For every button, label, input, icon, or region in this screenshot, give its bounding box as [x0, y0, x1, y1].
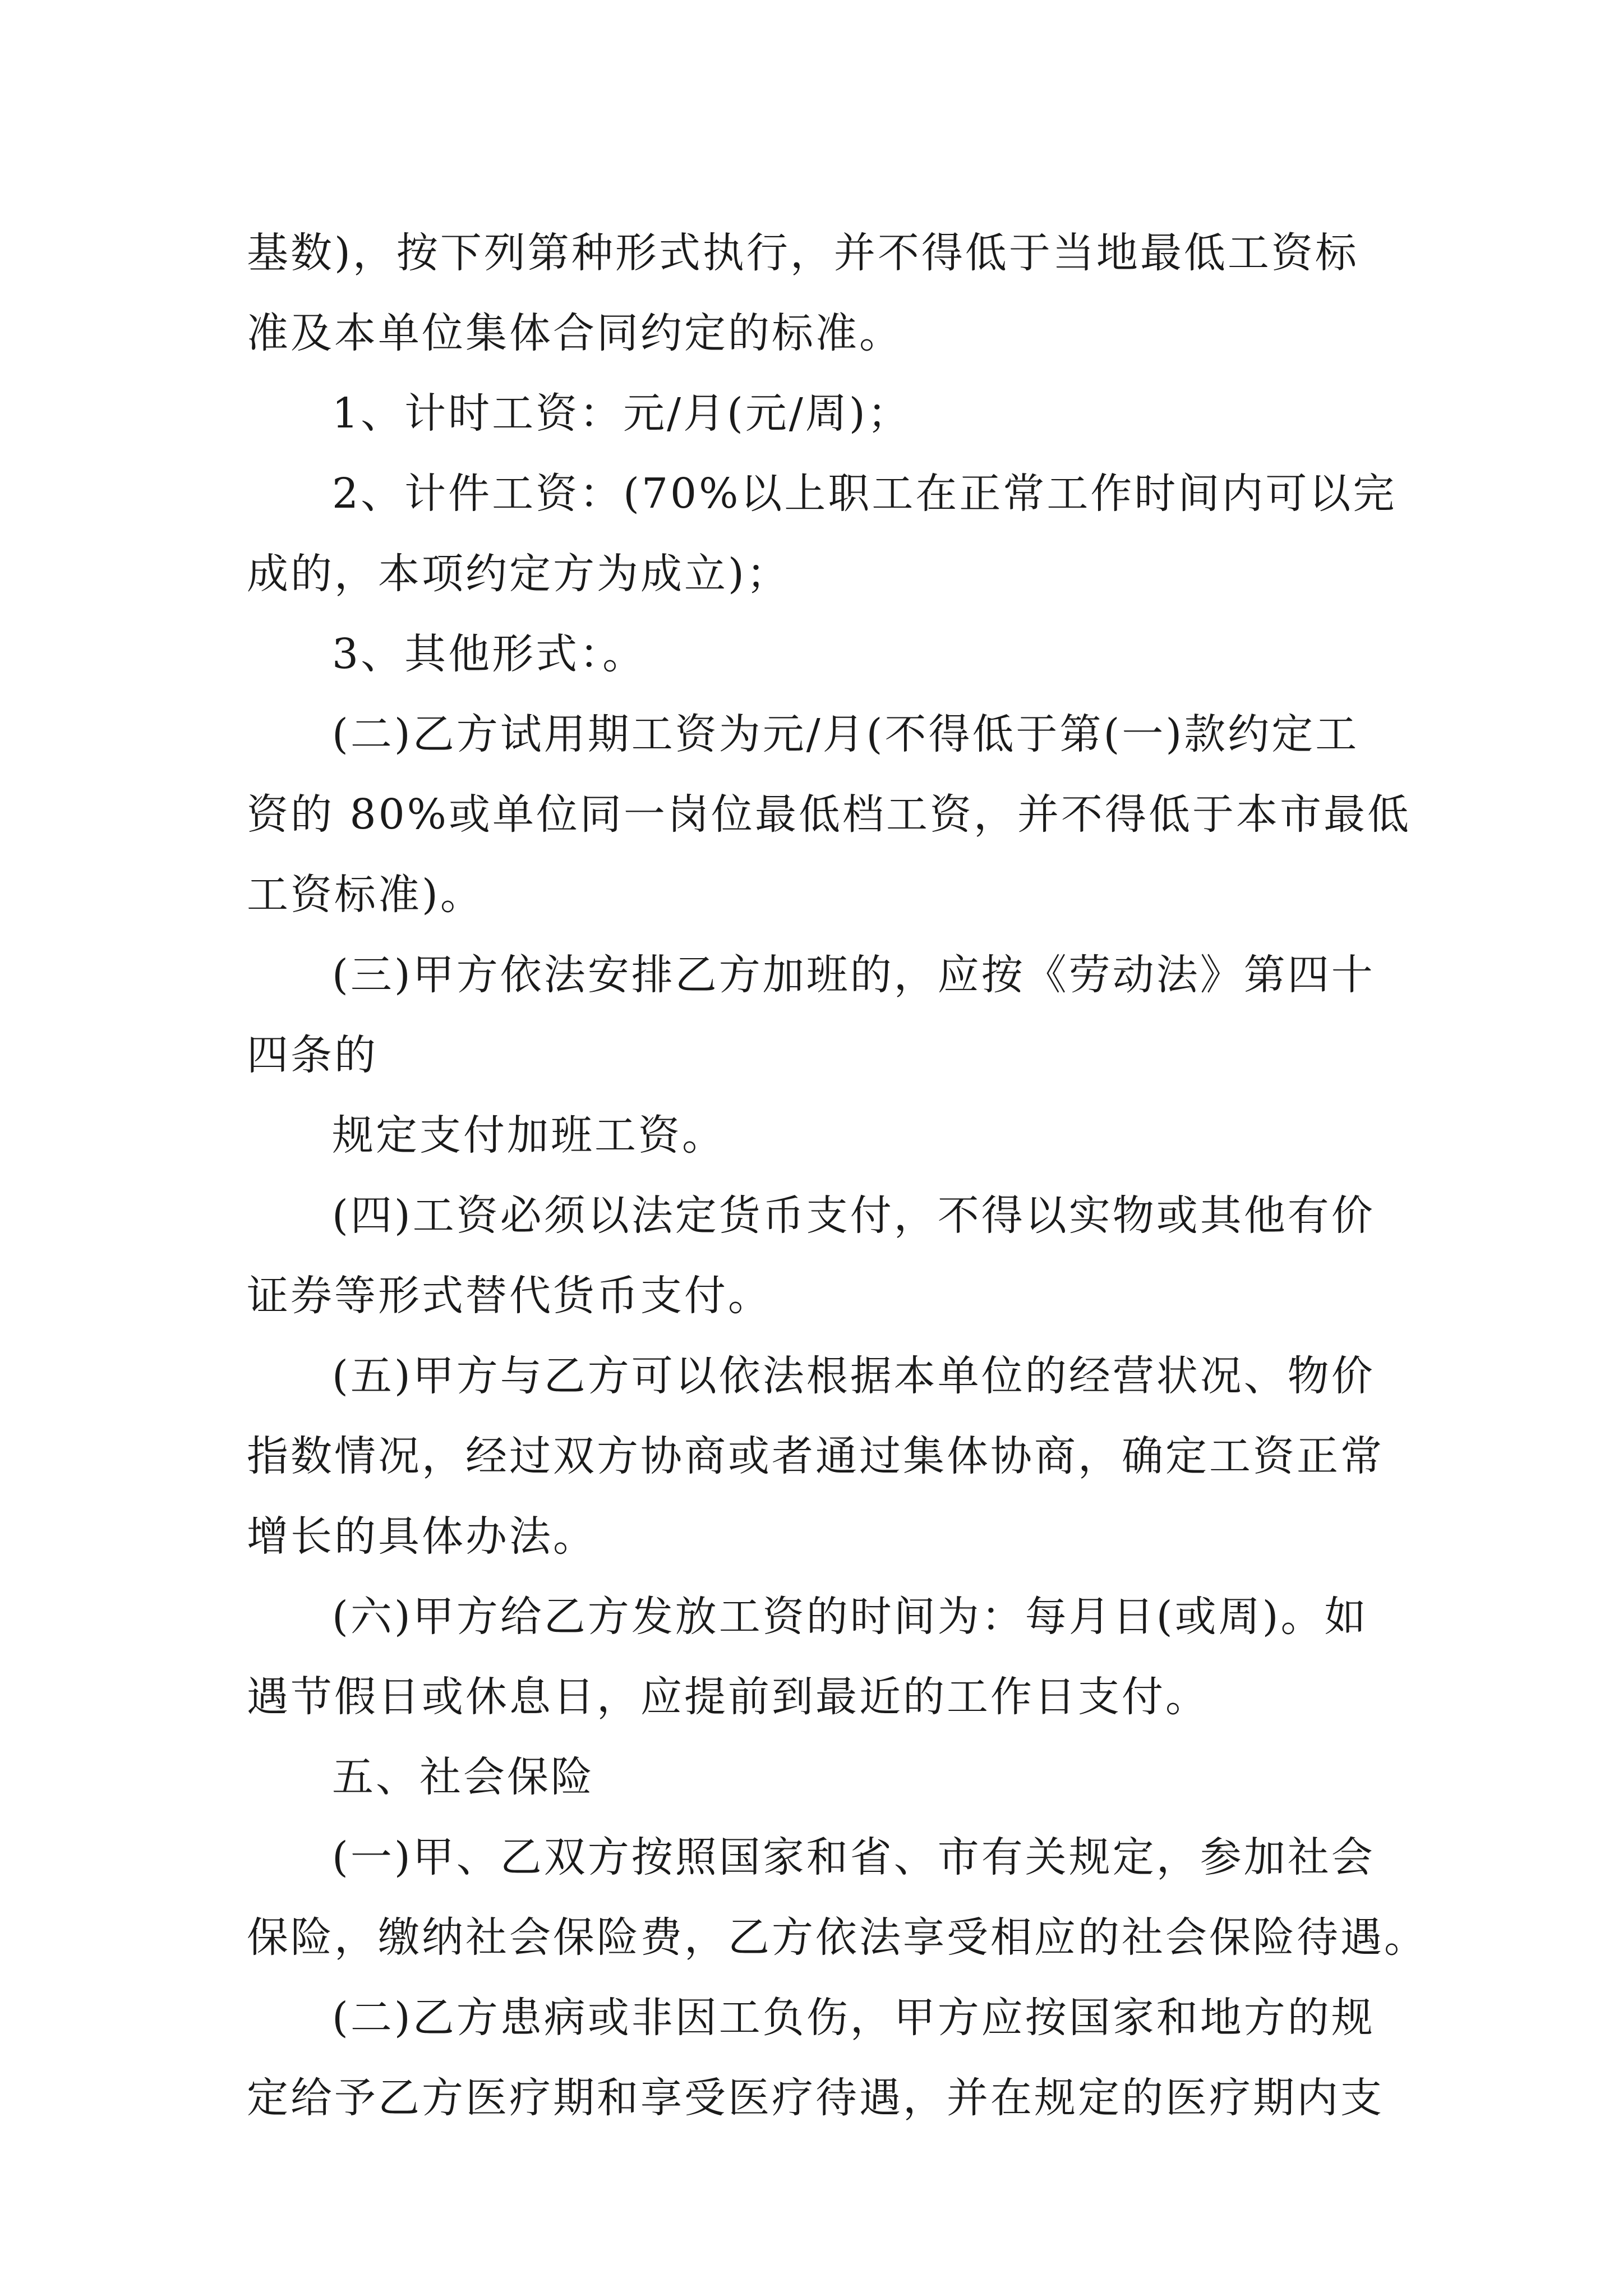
text-line: 证券等形式替代货币支付。	[247, 1272, 772, 1320]
text-line: (二)乙方患病或非因工负伤，甲方应按国家和地方的规	[332, 1994, 1375, 2042]
text-line: 定给予乙方医疗期和享受医疗待遇，并在规定的医疗期内支	[247, 2074, 1384, 2122]
text-line: (五)甲方与乙方可以依法根据本单位的经营状况、物价	[332, 1352, 1375, 1400]
text-line: (一)甲、乙双方按照国家和省、市有关规定，参加社会	[332, 1833, 1375, 1881]
text-line: 四条的	[247, 1031, 378, 1079]
text-line: (三)甲方依法安排乙方加班的，应按《劳动法》第四十	[332, 951, 1375, 999]
text-line: 准及本单位集体合同约定的标准。	[247, 309, 903, 357]
text-line: 遇节假日或休息日，应提前到最近的工作日支付。	[247, 1673, 1209, 1721]
text-line: 1、计时工资：元/月(元/周)；	[332, 389, 911, 438]
text-line: 成的，本项约定方为成立)；	[247, 550, 790, 598]
text-line: 规定支付加班工资。	[332, 1111, 726, 1159]
document-body	[247, 213, 1428, 2138]
text-line: (二)乙方试用期工资为元/月(不得低于第(一)款约定工	[332, 710, 1359, 758]
text-line: 指数情况，经过双方协商或者通过集体协商，确定工资正常	[247, 1432, 1384, 1480]
text-line: 工资标准)。	[247, 871, 484, 919]
text-line: 3、其他形式：。	[332, 630, 647, 678]
text-line: 基数)，按下列第种形式执行，并不得低于当地最低工资标	[247, 229, 1359, 277]
text-line: (六)甲方给乙方发放工资的时间为：每月日(或周)。如	[332, 1593, 1368, 1641]
text-line: 资的 80%或单位同一岗位最低档工资，并不得低于本市最低	[247, 790, 1411, 839]
text-line: 2、计件工资：(70%以上职工在正常工作时间内可以完	[332, 470, 1397, 518]
section-heading: 五、社会保险	[332, 1753, 594, 1801]
text-line: 保险，缴纳社会保险费，乙方依法享受相应的社会保险待遇。	[247, 1913, 1428, 1962]
text-line: 增长的具体办法。	[247, 1512, 597, 1561]
text-line: (四)工资必须以法定货币支付，不得以实物或其他有价	[332, 1191, 1375, 1240]
